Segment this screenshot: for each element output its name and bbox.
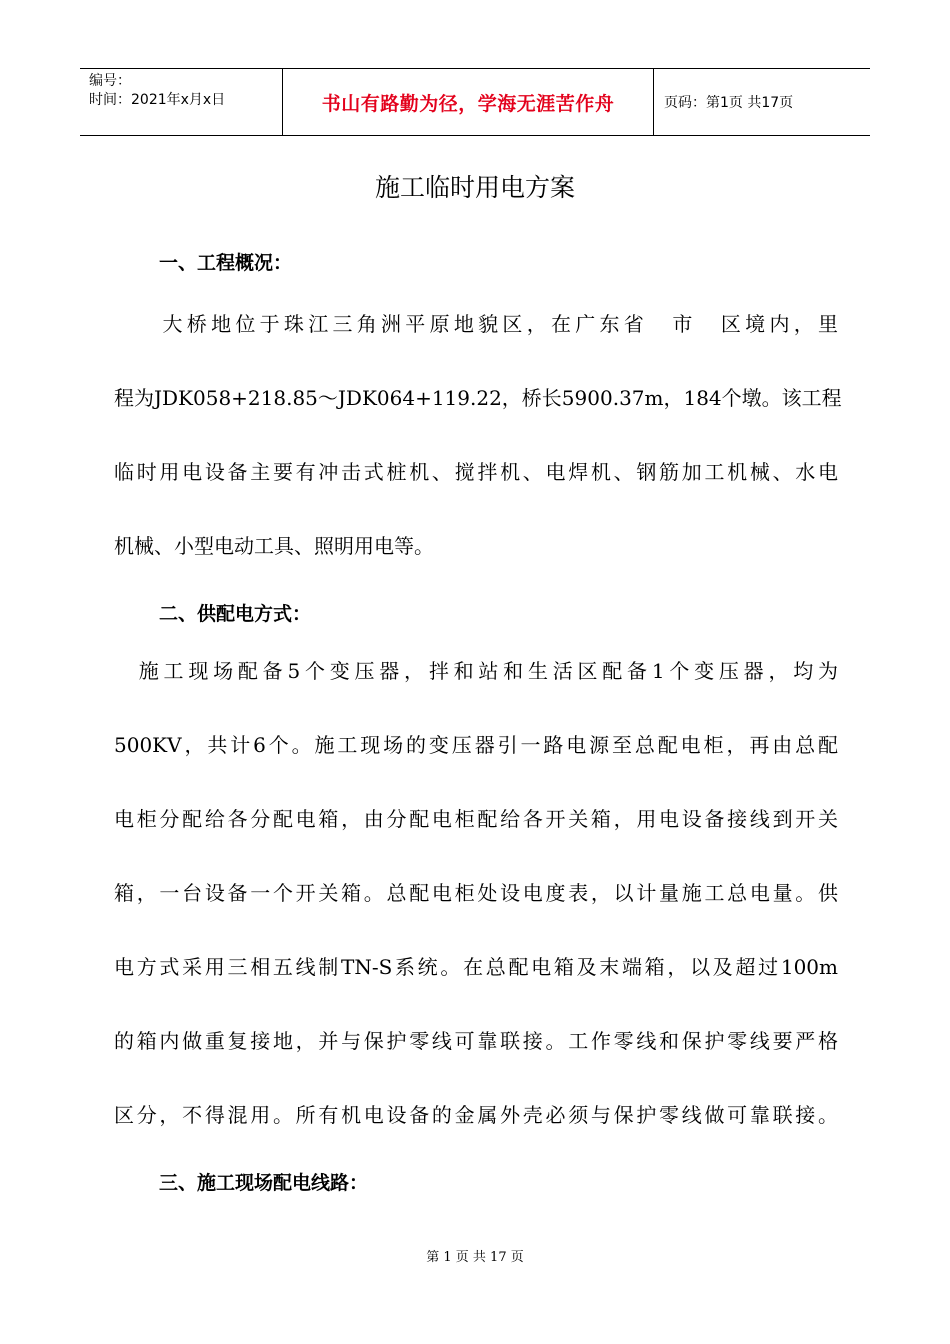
- body-line: 电柜分配给各分配电箱，由分配电柜配给各开关箱，用电设备接线到开关: [114, 807, 838, 831]
- body-line: 机械、小型电动工具、照明用电等。: [114, 534, 434, 558]
- body-line: 箱，一台设备一个开关箱。总配电柜处设电度表，以计量施工总电量。供: [114, 881, 838, 905]
- body-line: 施工现场配备5个变压器，拌和站和生活区配备1个变压器，均为: [114, 659, 838, 683]
- document-number-label: 编号：: [89, 73, 131, 89]
- page-footer: 第 1 页 共 17 页: [426, 1250, 524, 1265]
- body-line: 电方式采用三相五线制TN-S系统。在总配电箱及末端箱，以及超过100m: [114, 955, 838, 979]
- body-line: 程为JDK058+218.85～JDK064+119.22，桥长5900.37m，184个墩。该工程: [114, 386, 842, 410]
- body-line: 区分，不得混用。所有机电设备的金属外壳必须与保护零线做可靠联接。: [114, 1103, 838, 1127]
- body-line: 的箱内做重复接地，并与保护零线可靠联接。工作零线和保护零线要严格: [114, 1029, 838, 1053]
- document-header: [80, 68, 870, 136]
- body-line: 大桥地位于珠江三角洲平原地貌区，在广东省 市 区境内，里: [114, 312, 838, 336]
- body-line: 临时用电设备主要有冲击式桩机、搅拌机、电焊机、钢筋加工机械、水电: [114, 460, 838, 484]
- section-body-overview: [114, 310, 842, 606]
- header-page-info: 页码：第1页 共17页: [664, 95, 794, 111]
- section-heading-distribution-lines: 三、施工现场配电线路：: [159, 1172, 369, 1194]
- body-line: 500KV，共计6个。施工现场的变压器引一路电源至总配电柜，再由总配: [114, 733, 838, 757]
- document-date: 时间：2021年x月x日: [89, 92, 226, 108]
- header-meta: [80, 69, 282, 135]
- section-heading-overview: 一、工程概况：: [159, 252, 293, 274]
- section-body-power-supply: [114, 657, 838, 1175]
- document-title: 施工临时用电方案: [374, 173, 575, 202]
- section-heading-power-supply: 二、供配电方式：: [159, 603, 312, 625]
- header-motto: 书山有路勤为径，学海无涯苦作舟: [282, 69, 654, 135]
